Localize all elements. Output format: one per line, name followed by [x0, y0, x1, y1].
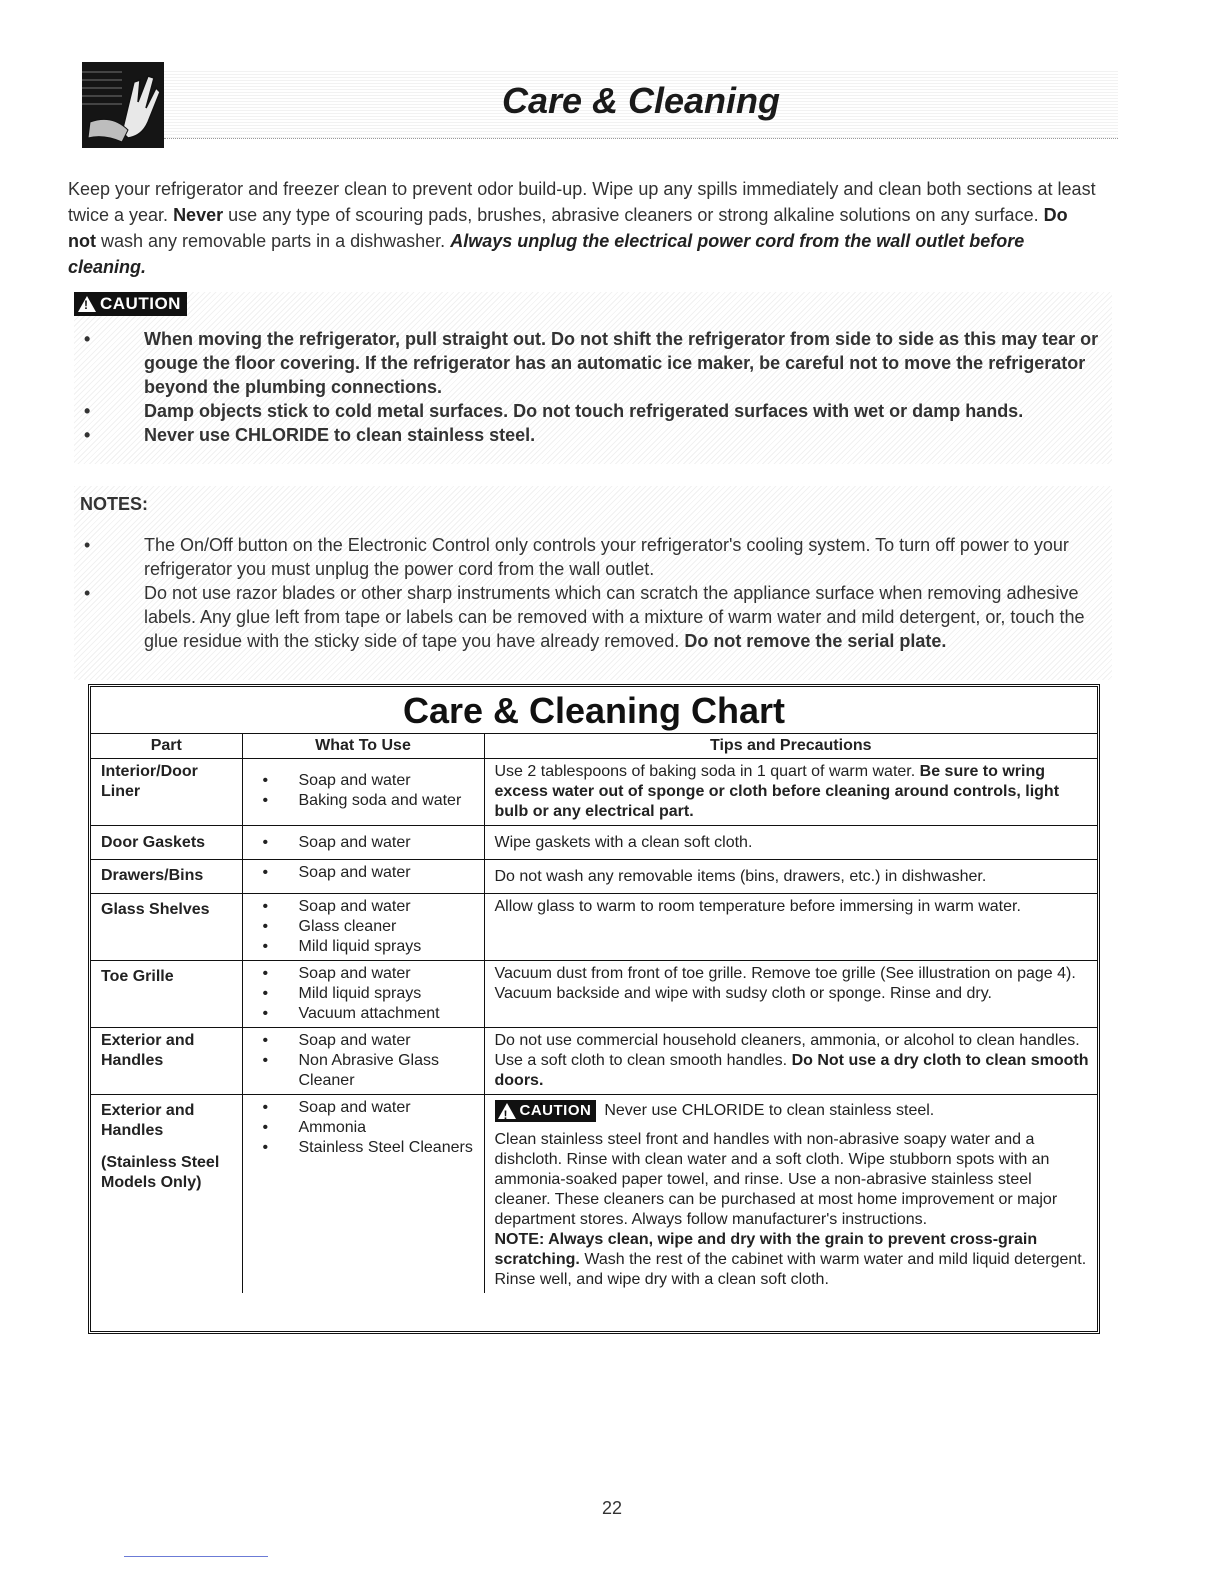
row-tip: Allow glass to warm to room temperature before immersing in warm water.	[484, 894, 1097, 961]
intro-text-1: Keep your refrigerator and freezer clean to prevent odor build-up. Wipe up any spills immediately and clean both sections at least twice a year.	[68, 179, 1096, 225]
row-tip	[484, 1028, 1097, 1095]
notes-item-text: Do not use razor blades or other sharp instruments which can scratch the appliance surface when removing adhesive labels. Any glue left from tape or labels can be removed with a mixture of warm water and mild detergent, or, touch the glue residue with the sticky side of tape you have already removed.	[144, 583, 1085, 651]
use-item: • Soap and water	[261, 1098, 478, 1118]
cell-caution	[495, 1100, 1092, 1122]
header-what-to-use: What To Use	[242, 734, 484, 759]
notes-section	[74, 486, 1112, 680]
intro-warning: Always unplug the electrical power cord from the wall outlet before cleaning.	[68, 231, 1025, 277]
row-uses	[242, 1028, 484, 1095]
row-part	[91, 1095, 242, 1294]
tip-text: Clean stainless steel front and handles with non-abrasive soapy water and a dishcloth. Rinse with clean water and a soft cloth. Wipe stubborn spots with an ammonia-soaked paper towel, and rinse. Use a non-abrasive stainless steel cleaner. These cleaners can be purchased at most home improvement or major department stores. Always follow manufacturer's instructions.	[494, 1131, 1058, 1228]
use-item: • Ammonia	[261, 1118, 478, 1138]
use-item: • Soap and water	[261, 771, 478, 791]
use-item: • Soap and water	[261, 833, 478, 853]
use-item: • Soap and water	[261, 863, 478, 883]
tip-note-tail: Wash the rest of the cabinet with warm water and mild liquid detergent. Rinse well, and wipe dry with a clean soft cloth.	[494, 1251, 1087, 1288]
tip-text: Use 2 tablespoons of baking soda in 1 quart of warm water.	[494, 763, 916, 780]
page-title: Care & Cleaning	[501, 80, 781, 121]
header-part: Part	[91, 734, 242, 759]
intro-text-3: wash any removable parts in a dishwasher.	[101, 231, 446, 251]
table-row	[91, 1095, 1097, 1294]
caution-badge	[495, 1100, 597, 1122]
caution-text: Never use CHLORIDE to clean stainless steel.	[604, 1102, 935, 1119]
row-uses	[242, 759, 484, 826]
use-item: • Soap and water	[261, 964, 478, 984]
use-item: • Soap and water	[261, 897, 478, 917]
row-part-sub: (Stainless Steel Models Only)	[101, 1154, 220, 1191]
page-number: 22	[601, 1498, 623, 1518]
use-item: • Baking soda and water	[261, 791, 478, 811]
table-row	[91, 894, 1097, 961]
tip-note	[495, 1230, 1092, 1290]
use-item: • Vacuum attachment	[261, 1004, 478, 1024]
use-item: • Stainless Steel Cleaners	[261, 1138, 478, 1158]
row-part: Exterior and Handles	[91, 1028, 242, 1095]
tip-note-bold: NOTE: Always clean, wipe and dry with the grain to prevent cross-grain scratching.	[494, 1231, 1038, 1268]
notes-item-bold: Do not remove the serial plate.	[684, 631, 947, 651]
row-uses	[242, 894, 484, 961]
use-item: • Non Abrasive Glass Cleaner	[261, 1051, 478, 1091]
tip-bold: Do Not use a dry cloth to clean smooth doors.	[494, 1052, 1089, 1089]
use-item: • Mild liquid sprays	[261, 937, 478, 957]
chart-table	[91, 734, 1097, 1293]
row-part: Door Gaskets	[91, 826, 242, 860]
row-uses	[242, 961, 484, 1028]
row-tip: Wipe gaskets with a clean soft cloth.	[484, 826, 1097, 860]
row-uses	[242, 826, 484, 860]
row-tip: Vacuum dust from front of toe grille. Remove toe grille (See illustration on page 4). Vacuum backside and wipe with sudsy cloth or sponge. Rinse and dry.	[484, 961, 1097, 1028]
table-row	[91, 759, 1097, 826]
caution-label: CAUTION	[519, 1102, 592, 1119]
table-row	[91, 1028, 1097, 1095]
row-tip	[484, 759, 1097, 826]
row-part: Interior/Door Liner	[91, 759, 242, 826]
row-part-title: Exterior and Handles	[101, 1102, 195, 1139]
caution-item: • Never use CHLORIDE to clean stainless steel.	[74, 423, 1112, 447]
chart-title: Care & Cleaning Chart	[91, 687, 1097, 734]
table-row	[91, 860, 1097, 894]
use-item: • Glass cleaner	[261, 917, 478, 937]
row-tip	[484, 1095, 1097, 1294]
caution-item: • Damp objects stick to cold metal surfaces. Do not touch refrigerated surfaces with wet or damp hands.	[74, 399, 1112, 423]
intro-text-2: use any type of scouring pads, brushes, abrasive cleaners or strong alkaline solutions on any surface.	[228, 205, 1039, 225]
row-part: Drawers/Bins	[91, 860, 242, 894]
caution-list	[74, 327, 1112, 447]
notes-title: NOTES:	[80, 494, 149, 514]
hand-wiping-icon	[82, 62, 164, 148]
page-header	[82, 62, 1118, 148]
use-item: • Soap and water	[261, 1031, 478, 1051]
notes-item: • The On/Off button on the Electronic Control only controls your refrigerator's cooling system. To turn off power to your refrigerator you must unplug the power cord from the wall outlet.	[74, 533, 1112, 581]
intro-do-not: Do not	[68, 205, 1068, 251]
header-tips: Tips and Precautions	[484, 734, 1097, 759]
intro-never: Never	[173, 205, 224, 225]
caution-label: CAUTION	[100, 294, 181, 313]
notes-item	[74, 581, 1112, 653]
caution-section	[74, 292, 1112, 464]
table-row	[91, 961, 1097, 1028]
row-tip: Do not wash any removable items (bins, drawers, etc.) in dishwasher.	[484, 860, 1097, 894]
warning-triangle-icon: !	[498, 1103, 516, 1119]
notes-list	[74, 533, 1112, 653]
tip-text: Do not use commercial household cleaners, ammonia, or alcohol to clean handles. Use a soft cloth to clean smooth handles.	[494, 1032, 1080, 1069]
use-item: • Mild liquid sprays	[261, 984, 478, 1004]
intro-paragraph	[68, 176, 1100, 280]
care-cleaning-chart	[88, 684, 1100, 1334]
tip-bold: Be sure to wring excess water out of sponge or cloth before cleaning around controls, light bulb or any electrical part.	[494, 763, 1060, 820]
table-row	[91, 826, 1097, 860]
caution-item: • When moving the refrigerator, pull straight out. Do not shift the refrigerator from side to side as this may tear or gouge the floor covering. If the refrigerator has an automatic ice maker, be careful not to move the refrigerator beyond the plumbing connections.	[74, 327, 1112, 399]
row-uses	[242, 860, 484, 894]
caution-badge	[74, 292, 187, 316]
row-part: Glass Shelves	[91, 894, 242, 961]
row-part: Toe Grille	[91, 961, 242, 1028]
row-uses	[242, 1095, 484, 1294]
warning-triangle-icon: !	[78, 296, 96, 312]
table-header-row	[91, 734, 1097, 759]
footer-rule	[124, 1556, 268, 1557]
